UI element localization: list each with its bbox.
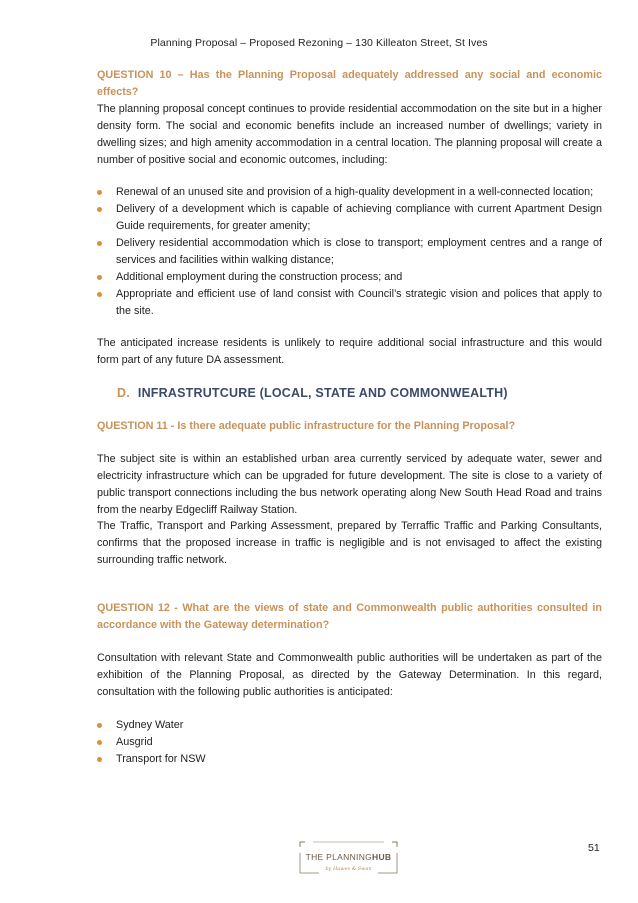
bullet-icon	[97, 207, 102, 212]
question-10-heading: QUESTION 10 – Has the Planning Proposal adequately addressed any social and economic effects?	[97, 69, 602, 98]
running-header: Planning Proposal – Proposed Rezoning – 130 Killeaton Street, St Ives	[150, 37, 488, 49]
list-item: Delivery of a development which is capable of achieving compliance with current Apartment Design Guide requirements, for greater amenity;	[97, 201, 602, 235]
bullet-icon	[97, 241, 102, 246]
list-item: Appropriate and efficient use of land consist with Council’s strategic vision and polices that apply to the site.	[97, 286, 602, 320]
question-10-intro: The planning proposal concept continues to provide residential accommodation on the site but in a higher density form. The social and economic benefits include an increased number of dwellings; variety in dwelling sizes; and high amenity accommodation in a central location. The planning proposal will create a number of positive social and economic outcomes, including:	[97, 103, 602, 166]
logo-wordmark: THE PLANNINGHUB	[305, 852, 392, 862]
planning-hub-logo	[299, 841, 398, 874]
list-item: Sydney Water	[97, 717, 602, 734]
bullet-icon	[97, 292, 102, 297]
bullet-icon	[97, 190, 102, 195]
bullet-icon	[97, 757, 102, 762]
bullet-icon	[97, 723, 102, 728]
section-letter: D.	[117, 386, 130, 400]
question-12-bullet-list	[97, 717, 602, 768]
list-item: Delivery residential accommodation which is close to transport; employment centres and a range of services and facilities within walking distance;	[97, 235, 602, 269]
bullet-icon	[97, 740, 102, 745]
list-item: Renewal of an unused site and provision of a high-quality development in a well-connected location;	[97, 184, 602, 201]
question-12-paragraph: Consultation with relevant State and Commonwealth public authorities will be undertaken as part of the exhibition of the Planning Proposal, as directed by the Gateway Determination. In this regard, consultation with the following public authorities is anticipated:	[97, 652, 602, 698]
question-10-closing: The anticipated increase residents is unlikely to require additional social infrastructure and this would form part of any future DA assessment.	[97, 337, 602, 366]
section-d-heading	[117, 386, 508, 400]
question-11-heading: QUESTION 11 - Is there adequate public infrastructure for the Planning Proposal?	[97, 420, 516, 432]
list-item: Transport for NSW	[97, 751, 602, 768]
list-item: Ausgrid	[97, 734, 602, 751]
bullet-icon	[97, 275, 102, 280]
question-11-paragraph-2: The Traffic, Transport and Parking Assessment, prepared by Terraffic Traffic and Parking Consultants, confirms that the proposed increase in traffic is negligible and is not envisaged to affect the existing surrounding traffic network.	[97, 520, 602, 566]
list-item: Additional employment during the construction process; and	[97, 269, 602, 286]
question-12-heading: QUESTION 12 - What are the views of state and Commonwealth public authorities consulted in accordance with the Gateway determination?	[97, 602, 602, 631]
section-title: INFRASTRUTCURE (LOCAL, STATE AND COMMONWEALTH)	[137, 386, 508, 400]
question-11-paragraph-1: The subject site is within an established urban area currently serviced by adequate water, sewer and electricity infrastructure which can be upgraded for future development. The site is close to a variety of public transport connections including the bus network operating along New South Head Road and trains from the nearby Edgecliff Railway Station.	[97, 453, 602, 516]
logo-tagline: by Hawes & Swan	[325, 866, 372, 872]
page-number: 51	[588, 842, 600, 854]
question-10-bullet-list	[97, 184, 602, 320]
